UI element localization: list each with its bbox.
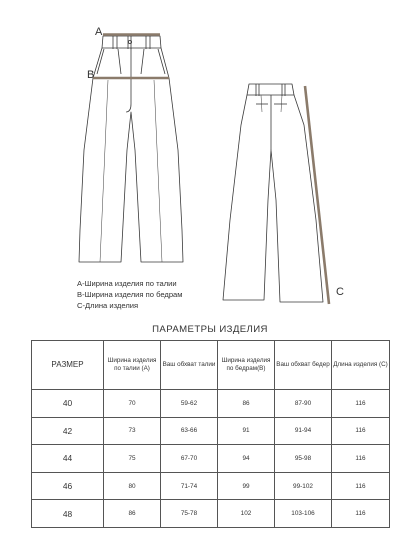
cell-your-hip: 103-106 bbox=[275, 500, 332, 528]
table-row bbox=[32, 390, 390, 418]
cell-size: 48 bbox=[32, 500, 104, 528]
header-your-hip: Ваш обхват бедер bbox=[275, 341, 332, 390]
cell-waist-width: 75 bbox=[104, 445, 161, 473]
cell-your-waist: 63-66 bbox=[161, 417, 218, 445]
cell-length: 116 bbox=[332, 417, 390, 445]
cell-size: 42 bbox=[32, 417, 104, 445]
table-header-row bbox=[32, 341, 390, 390]
cell-length: 116 bbox=[332, 500, 390, 528]
cell-length: 116 bbox=[332, 445, 390, 473]
cell-your-hip: 95-98 bbox=[275, 445, 332, 473]
marker-b: B bbox=[87, 69, 95, 81]
size-table bbox=[31, 340, 390, 528]
cell-waist-width: 86 bbox=[104, 500, 161, 528]
cell-your-waist: 67-70 bbox=[161, 445, 218, 473]
header-your-waist: Ваш обхват талии bbox=[161, 341, 218, 390]
cell-your-hip: 99-102 bbox=[275, 472, 332, 500]
table-row bbox=[32, 500, 390, 528]
table-row bbox=[32, 417, 390, 445]
cell-size: 40 bbox=[32, 390, 104, 418]
length-measure-line bbox=[305, 86, 329, 304]
header-waist-width: Ширина изделия по талии (А) bbox=[104, 341, 161, 390]
table-row bbox=[32, 445, 390, 473]
cell-your-waist: 71-74 bbox=[161, 472, 218, 500]
legend-line: C-Длина изделия bbox=[77, 301, 139, 310]
cell-waist-width: 80 bbox=[104, 472, 161, 500]
cell-length: 116 bbox=[332, 390, 390, 418]
legend-line: B-Ширина изделия по бедрам bbox=[77, 290, 183, 299]
cell-length: 116 bbox=[332, 472, 390, 500]
header-size: РАЗМЕР bbox=[32, 341, 104, 390]
cell-your-hip: 91-94 bbox=[275, 417, 332, 445]
cell-waist-width: 70 bbox=[104, 390, 161, 418]
cell-hip-width: 91 bbox=[218, 417, 275, 445]
header-hip-width: Ширина изделия по бедрам(B) bbox=[218, 341, 275, 390]
cell-hip-width: 102 bbox=[218, 500, 275, 528]
marker-c: C bbox=[336, 286, 344, 298]
table-row bbox=[32, 472, 390, 500]
header-length: Длина изделия (С) bbox=[332, 341, 390, 390]
measurement-lines-back bbox=[305, 86, 329, 304]
cell-hip-width: 94 bbox=[218, 445, 275, 473]
cell-your-waist: 59-62 bbox=[161, 390, 218, 418]
trousers-front-view bbox=[79, 36, 183, 262]
cell-your-waist: 75-78 bbox=[161, 500, 218, 528]
cell-your-hip: 87-90 bbox=[275, 390, 332, 418]
legend-line: A-Ширина изделия по талии bbox=[77, 279, 177, 288]
cell-size: 46 bbox=[32, 472, 104, 500]
marker-a: A bbox=[95, 26, 103, 38]
cell-hip-width: 86 bbox=[218, 390, 275, 418]
cell-size: 44 bbox=[32, 445, 104, 473]
table-title: ПАРАМЕТРЫ ИЗДЕЛИЯ bbox=[152, 324, 268, 335]
cell-waist-width: 73 bbox=[104, 417, 161, 445]
measurement-legend bbox=[77, 278, 183, 311]
cell-hip-width: 99 bbox=[218, 472, 275, 500]
